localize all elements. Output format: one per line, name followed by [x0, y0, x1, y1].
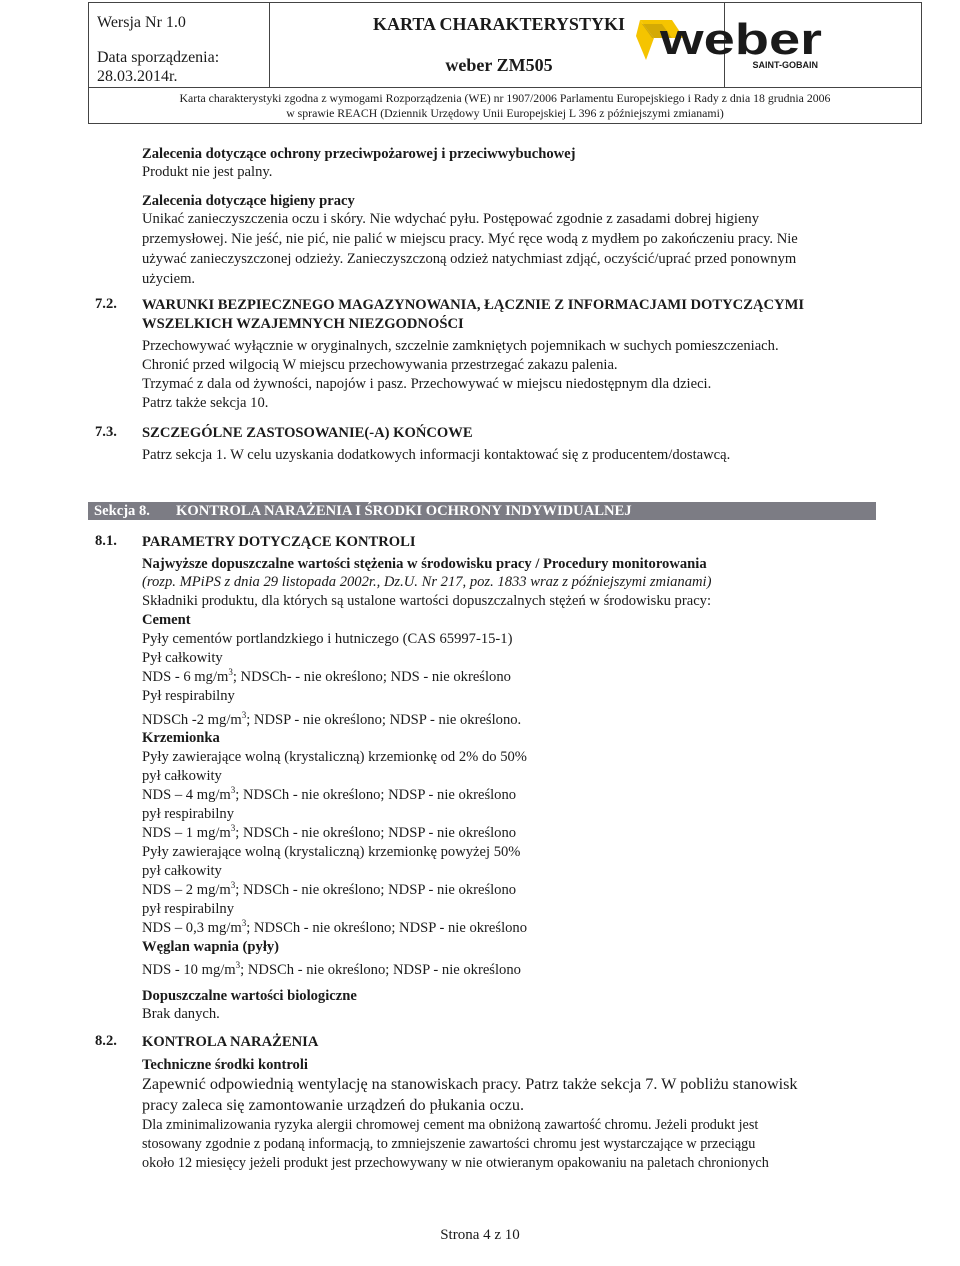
chrom-line: około 12 miesięcy jeżeli produkt jest przechowywany w nie otwieranym opakowaniu na paletach chronionych — [142, 1155, 769, 1171]
hygiene-line: użyciem. — [142, 271, 196, 287]
weber-logo — [632, 8, 828, 80]
weglan-heading: Węglan wapnia (pyły) — [142, 939, 280, 955]
krzemionka-nds: NDS – 4 $mg/m^3$; NDSCh - nie określono; NDSP - nie określono — [142, 785, 517, 803]
limits-subheading: Najwyższe dopuszczalne wartości stężenia w środowisku pracy / Procedury monitorowania — [142, 556, 707, 572]
header-divider — [89, 87, 921, 88]
section-bar-title: KONTROLA NARAŻENIA I ŚRODKI OCHRONY INDYWIDUALNEJ — [176, 503, 632, 519]
storage-line: Chronić przed wilgocią W miejscu przechowywania przestrzegać zakazu palenia. — [142, 357, 618, 373]
krzemionka-line: Pyły zawierające wolną (krystaliczną) krzemionkę powyżej 50% — [142, 844, 521, 860]
date-value: 28.03.2014r. — [97, 68, 178, 85]
fire-text: Produkt nie jest palny. — [142, 164, 273, 180]
regulation-line: w sprawie REACH (Dziennik Urzędowy Unii Europejskiej L 396 z późniejszymi zmianami) — [286, 106, 724, 120]
section-title: WARUNKI BEZPIECZNEGO MAGAZYNOWANIA, ŁĄCZNIE Z INFORMACJAMI DOTYCZĄCYMI — [142, 297, 805, 313]
hygiene-line: przemysłowej. Nie jeść, nie pić, nie palić w miejscu pracy. Myć ręce wodą z mydłem po zakończeniu pracy. Nie — [142, 231, 798, 247]
storage-line: Trzymać z dala od żywności, napojów i pasz. Przechowywać w miejscu niedostępnym dla dzieci. — [142, 376, 712, 392]
hygiene-line: używać zanieczyszczonej odzieży. Zanieczyszczoną odzież natychmiast zdjąć, oczyścić/uprać przed ponownym — [142, 251, 797, 267]
header-divider — [269, 3, 270, 87]
section-number: 8.1. — [95, 533, 117, 549]
storage-line: Przechowywać wyłącznie w oryginalnych, szczelnie zamkniętych pojemnikach w suchych pomieszczeniach. — [142, 338, 779, 354]
krzemionka-nds: NDS – 1 $mg/m^3$; NDSCh - nie określono; NDSP - nie określono — [142, 823, 517, 841]
krzemionka-line: pył respirabilny — [142, 901, 235, 917]
regulation-note — [89, 91, 921, 121]
cement-ndsch: NDSCh -2 $mg/m^3$; NDSP - nie określono; NDSP - nie określono. — [142, 710, 522, 728]
components-intro: Składniki produktu, dla których są ustalone wartości dopuszczalnych stężeń w środowisku pracy: — [142, 593, 712, 609]
section-label: Sekcja 8. — [94, 503, 150, 519]
section-title: KONTROLA NARAŻENIA — [142, 1034, 319, 1050]
logo-subtitle: SAINT-GOBAIN — [752, 60, 818, 70]
section-title: PARAMETRY DOTYCZĄCE KONTROLI — [142, 534, 416, 550]
hygiene-heading: Zalecenia dotyczące higieny pracy — [142, 193, 355, 209]
krzemionka-heading: Krzemionka — [142, 730, 220, 746]
krzemionka-nds: NDS – 2 $mg/m^3$; NDSCh - nie określono; NDSP - nie określono — [142, 880, 517, 898]
page-number: Strona 4 z 10 — [440, 1227, 520, 1243]
krzemionka-line: pył respirabilny — [142, 806, 235, 822]
section-title: WSZELKICH WZAJEMNYCH NIEZGODNOŚCI — [142, 316, 464, 332]
chrom-line: stosowany zgodnie z podaną informacją, to zmniejszenie zawartości chromu jest wystarczające w przeciągu — [142, 1136, 756, 1152]
regulation-line: Karta charakterystyki zgodna z wymogami Rozporządzenia (WE) nr 1907/2006 Parlamentu Europejskiego i Rady z dnia 18 grudnia 2006 — [179, 91, 831, 105]
cement-heading: Cement — [142, 612, 191, 628]
regulation-reference: (rozp. MPiPS z dnia 29 listopada 2002r., Dz.U. Nr 217, poz. 1833 wraz z późniejszymi zmianami) — [142, 574, 712, 590]
fire-heading: Zalecenia dotyczące ochrony przeciwpożarowej i przeciwwybuchowej — [142, 146, 576, 162]
krzemionka-nds: NDS – 0,3 $mg/m^3$; NDSCh - nie określono; NDSP - nie określono — [142, 918, 528, 936]
krzemionka-line: pył całkowity — [142, 863, 222, 879]
section-number: 7.2. — [95, 296, 117, 312]
cement-nds: NDS - 6 $mg/m^3$; NDSCh- - nie określono; NDS - nie określono — [142, 667, 511, 685]
biological-text: Brak danych. — [142, 1006, 220, 1022]
cement-line: Pył całkowity — [142, 650, 223, 666]
logo-wordmark: weber — [658, 15, 822, 64]
storage-line: Patrz także sekcja 10. — [142, 395, 269, 411]
end-use-text: Patrz sekcja 1. W celu uzyskania dodatkowych informacji kontaktować się z producentem/dostawcą. — [142, 447, 731, 463]
cement-line: Pyły cementów portlandzkiego i hutniczego (CAS 65997-15-1) — [142, 631, 513, 647]
chrom-line: Dla zminimalizowania ryzyka alergii chromowej cement ma obniżoną zawartość chromu. Jeżeli produkt jest — [142, 1117, 759, 1133]
krzemionka-line: pył całkowity — [142, 768, 222, 784]
version-label: Wersja Nr 1.0 — [97, 14, 186, 31]
section-8-bar — [88, 502, 876, 520]
hygiene-line: Unikać zanieczyszczenia oczu i skóry. Nie wdychać pyłu. Postępować zgodnie z zasadami dobrej higieny — [142, 211, 760, 227]
weglan-nds: NDS - 10 $mg/m^3$; NDSCh - nie określono; NDSP - nie określono — [142, 960, 521, 978]
document-title: KARTA CHARAKTERYSTYKI — [373, 14, 625, 34]
section-title: SZCZEGÓLNE ZASTOSOWANIE(-A) KOŃCOWE — [142, 425, 473, 441]
cement-line: Pył respirabilny — [142, 688, 235, 704]
technical-line: Zapewnić odpowiednią wentylację na stanowiskach pracy. Patrz także sekcja 7. W pobliżu stanowisk — [142, 1075, 798, 1093]
product-name: weber ZM505 — [445, 55, 553, 75]
biological-heading: Dopuszczalne wartości biologiczne — [142, 988, 357, 1004]
krzemionka-line: Pyły zawierające wolną (krystaliczną) krzemionkę od 2% do 50% — [142, 749, 527, 765]
section-number: 7.3. — [95, 424, 117, 440]
section-number: 8.2. — [95, 1033, 117, 1049]
date-label: Data sporządzenia: — [97, 49, 220, 66]
header-meta — [97, 13, 219, 86]
technical-line: pracy zaleca się zamontowanie urządzeń do płukania oczu. — [142, 1096, 525, 1114]
technical-heading: Techniczne środki kontroli — [142, 1057, 308, 1073]
